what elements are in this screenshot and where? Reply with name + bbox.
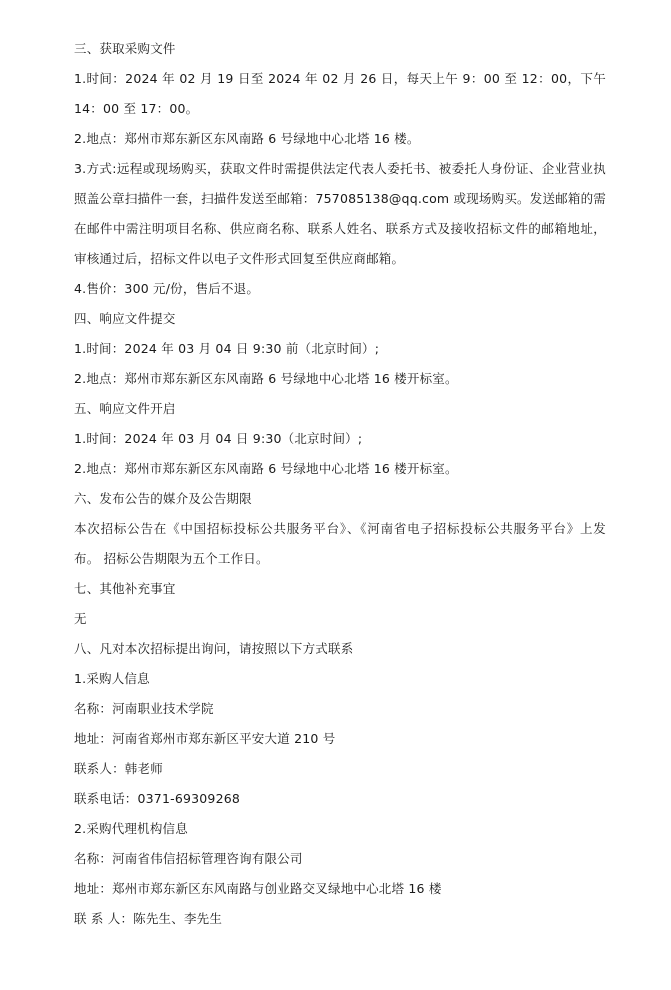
section-3-method: 3.方式:远程或现场购买，获取文件时需提供法定代表人委托书、被委托人身份证、企业营业执照盖公章扫描件一套，扫描件发送至邮箱：757085138@qq.com 或现场购买。发送邮箱的需在邮件中需注明项目名称、供应商名称、联系人姓名、联系方式及接收招标文件的邮箱地址，审核通过后，招标文件以电子文件形式回复至供应商邮箱。 — [74, 161, 606, 266]
section-5-heading: 五、响应文件开启 — [74, 401, 176, 416]
buyer-address: 地址：河南省郑州市郑东新区平安大道 210 号 — [74, 731, 336, 746]
section-3-heading: 三、获取采购文件 — [74, 41, 176, 56]
section-6-text: 本次招标公告在《中国招标投标公共服务平台》、《河南省电子招标投标公共服务平台》上发布。 招标公告期限为五个工作日。 — [74, 521, 606, 566]
section-7-heading: 七、其他补充事宜 — [74, 581, 176, 596]
document-page — [74, 34, 606, 934]
section-4-heading: 四、响应文件提交 — [74, 311, 176, 326]
section-8-heading: 八、凡对本次招标提出询问，请按照以下方式联系 — [74, 641, 354, 656]
agency-title: 2.采购代理机构信息 — [74, 821, 188, 836]
section-7-text: 无 — [74, 611, 87, 626]
agency-contact: 联 系 人：陈先生、李先生 — [74, 911, 223, 926]
section-5-time: 1.时间：2024 年 03 月 04 日 9:30（北京时间）; — [74, 431, 363, 446]
section-3-time: 1.时间：2024 年 02 月 19 日至 2024 年 02 月 26 日，每天上午 9：00 至 12：00，下午 14：00 至 17：00。 — [74, 71, 606, 116]
agency-address: 地址：郑州市郑东新区东风南路与创业路交叉绿地中心北塔 16 楼 — [74, 881, 442, 896]
section-5-place: 2.地点：郑州市郑东新区东风南路 6 号绿地中心北塔 16 楼开标室。 — [74, 461, 458, 476]
section-6-heading: 六、发布公告的媒介及公告期限 — [74, 491, 252, 506]
section-4-place: 2.地点：郑州市郑东新区东风南路 6 号绿地中心北塔 16 楼开标室。 — [74, 371, 458, 386]
section-4-time: 1.时间：2024 年 03 月 04 日 9:30 前（北京时间）; — [74, 341, 380, 356]
buyer-title: 1.采购人信息 — [74, 671, 150, 686]
section-3-price: 4.售价：300 元/份，售后不退。 — [74, 281, 260, 296]
buyer-name: 名称：河南职业技术学院 — [74, 701, 214, 716]
buyer-phone: 联系电话：0371-69309268 — [74, 791, 241, 806]
agency-name: 名称：河南省伟信招标管理咨询有限公司 — [74, 851, 303, 866]
buyer-contact: 联系人：韩老师 — [74, 761, 163, 776]
section-3-place: 2.地点：郑州市郑东新区东风南路 6 号绿地中心北塔 16 楼。 — [74, 131, 420, 146]
